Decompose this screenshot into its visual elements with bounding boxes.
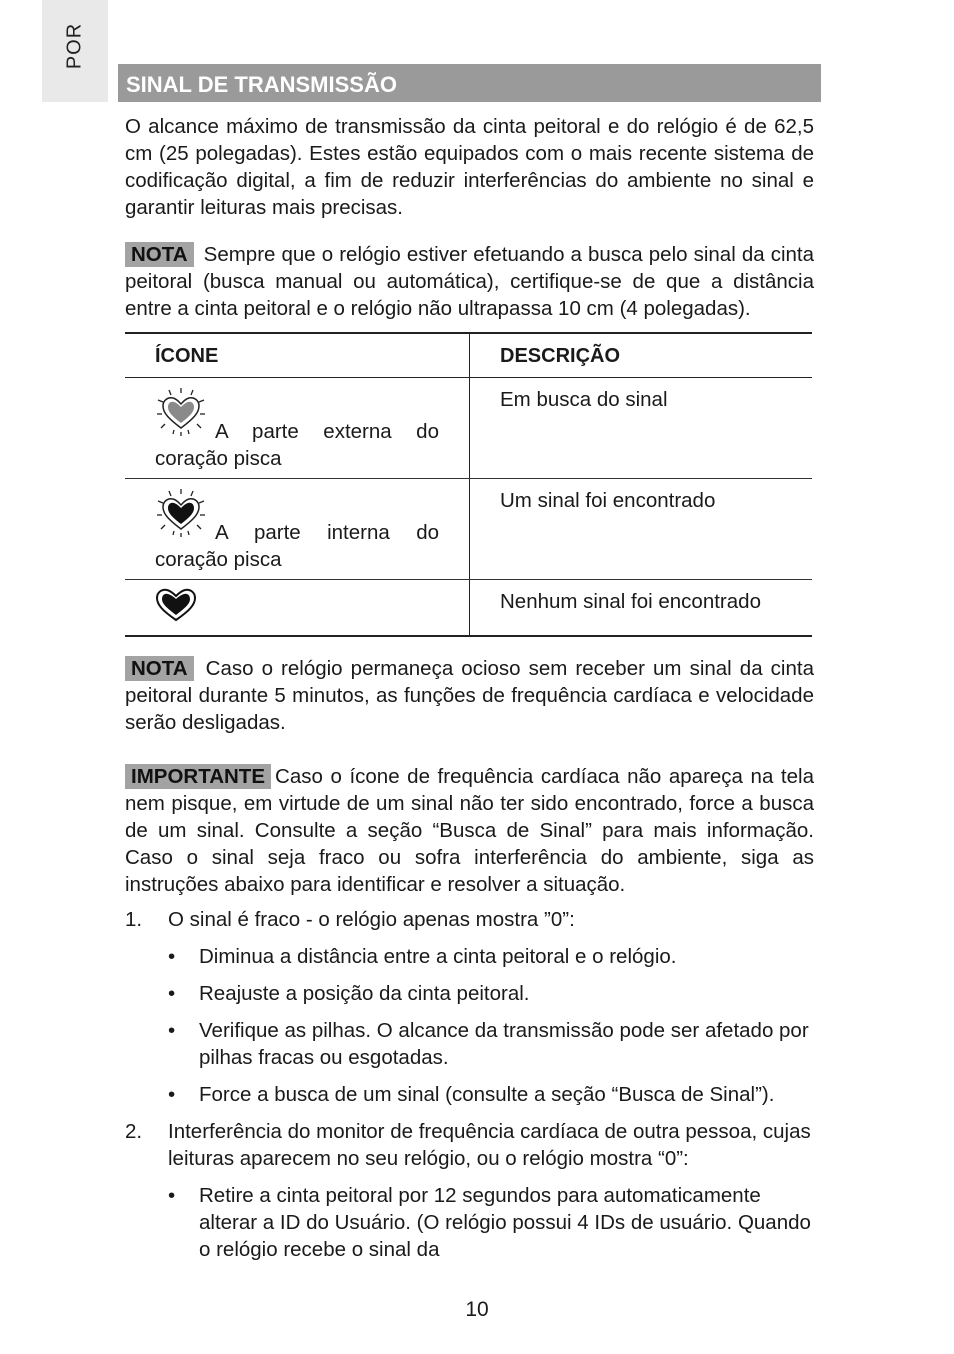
bullet-icon: • [168, 945, 176, 968]
note-paragraph-2 [125, 655, 814, 736]
note-tag: NOTA [125, 656, 194, 681]
list-item [168, 980, 814, 1007]
page-content [125, 113, 814, 1273]
language-tab [42, 0, 108, 102]
bullet-icon: • [168, 1184, 176, 1207]
table-row [125, 580, 812, 637]
bullet-icon: • [168, 1083, 176, 1106]
important-tag: IMPORTANTE [125, 764, 271, 789]
bullet-text: Reajuste a posição da cinta peitoral. [199, 982, 530, 1005]
heart-solid-icon [155, 588, 197, 629]
heart-inner-blink-icon [155, 487, 207, 546]
list-item [168, 1081, 814, 1108]
description-cell: Em busca do sinal [470, 378, 813, 479]
important-paragraph [125, 763, 814, 898]
icon-cell [125, 479, 470, 580]
icon-cell [125, 378, 470, 479]
table-header-row [125, 333, 812, 378]
table-row [125, 479, 812, 580]
description-cell: Um sinal foi encontrado [470, 479, 813, 580]
icon-description-text: A parte externa do coração pisca [155, 420, 439, 470]
header-icon: ÍCONE [125, 333, 470, 378]
step-text: O sinal é fraco - o relógio apenas mostra ”0”: [168, 908, 575, 931]
note-paragraph-1 [125, 241, 814, 322]
list-item [125, 906, 814, 1108]
bullet-text: Diminua a distância entre a cinta peitoral e o relógio. [199, 945, 677, 968]
bullet-text: Force a busca de um sinal (consulte a seção “Busca de Sinal”). [199, 1083, 775, 1106]
heart-outer-blink-icon [155, 386, 207, 445]
note-text: Sempre que o relógio estiver efetuando a busca pelo sinal da cinta peitoral (busca manual ou automática), certifique-se de que a distância entre a cinta peitoral e o relógio não ultrapassa 10 cm (4 polegadas). [125, 243, 814, 320]
step-text: Interferência do monitor de frequência cardíaca de outra pessoa, cujas leituras aparecem no seu relógio, ou o relógio mostra “0”: [168, 1120, 811, 1170]
note-text: Caso o relógio permaneça ocioso sem receber um sinal da cinta peitoral durante 5 minutos, as funções de frequência cardíaca e velocidade serão desligadas. [125, 657, 814, 734]
list-item [125, 1118, 814, 1263]
bullet-icon: • [168, 982, 176, 1005]
page-number: 10 [465, 1298, 489, 1321]
section-title: SINAL DE TRANSMISSÃO [118, 64, 821, 102]
bullet-icon: • [168, 1019, 176, 1042]
header-description: DESCRIÇÃO [470, 333, 813, 378]
icon-cell [125, 580, 470, 637]
bullet-text: Verifique as pilhas. O alcance da transmissão pode ser afetado por pilhas fracas ou esgotadas. [199, 1019, 809, 1069]
icon-description-text: A parte interna do coração pisca [155, 521, 439, 571]
icon-table [125, 332, 812, 637]
language-label: POR [63, 22, 86, 70]
list-item [168, 1182, 814, 1263]
list-item [168, 1017, 814, 1071]
intro-paragraph: O alcance máximo de transmissão da cinta peitoral e do relógio é de 62,5 cm (25 polegadas). Estes estão equipados com o mais recente sistema de codificação digital, a fim de reduzir interferências do ambiente no sinal e garantir leituras mais precisas. [125, 115, 814, 219]
bullet-list [168, 1182, 814, 1263]
note-tag: NOTA [125, 242, 194, 267]
step-number: 2. [125, 1120, 143, 1143]
important-text: Caso o ícone de frequência cardíaca não apareça na tela nem pisque, em virtude de um sinal não ter sido encontrado, force a busca de um sinal. Consulte a seção “Busca de Sinal” para mais informação. Caso o sinal seja fraco ou sofra interferência do ambiente, siga as instruções abaixo para identificar e resolver a situação. [125, 765, 814, 896]
steps-list [125, 906, 814, 1263]
table-row [125, 378, 812, 479]
step-number: 1. [125, 908, 143, 931]
description-cell: Nenhum sinal foi encontrado [500, 590, 761, 613]
bullet-list [168, 943, 814, 1108]
bullet-text: Retire a cinta peitoral por 12 segundos para automaticamente alterar a ID do Usuário. (O relógio possui 4 IDs de usuário. Quando o relógio recebe o sinal da [199, 1184, 811, 1261]
list-item [168, 943, 814, 970]
